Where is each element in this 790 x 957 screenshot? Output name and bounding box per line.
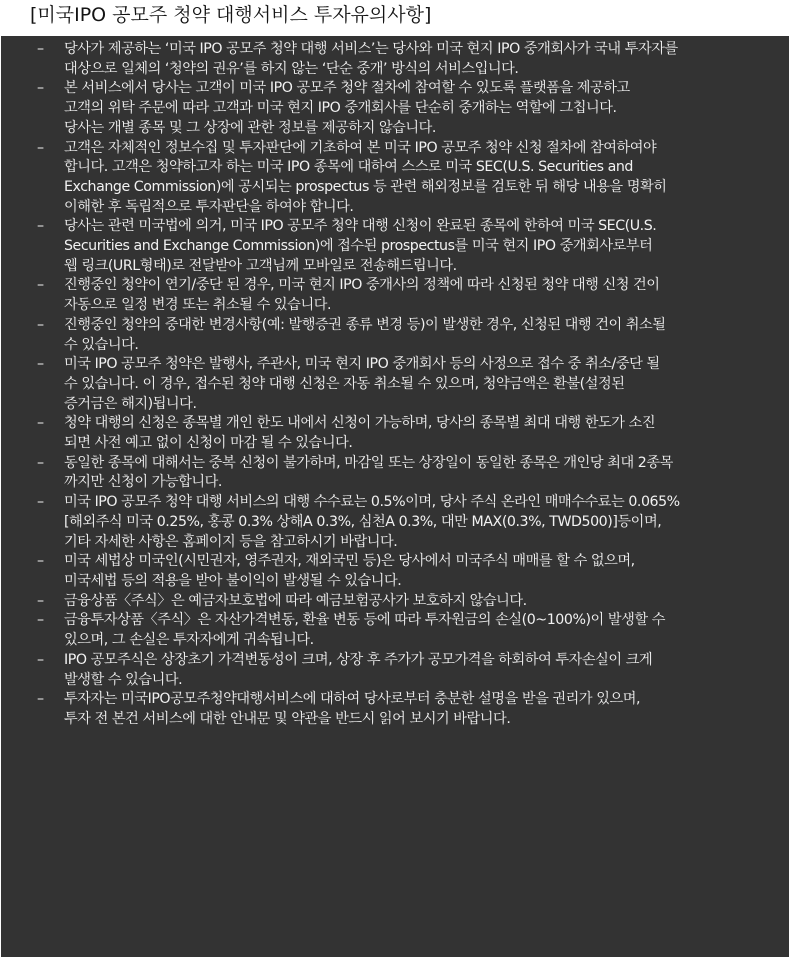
notice-line: 합니다. 고객은 청약하고자 하는 미국 IPO 종목에 대하여 스스로 미국 SEC(U.S. Securities and [64, 159, 633, 176]
notice-line: 금융투자상품〈주식〉은 자산가격변동, 환율 변동 등에 따라 투자원금의 손실(0~100%)이 발생할 수 [64, 612, 665, 629]
notice-item [37, 454, 767, 493]
dash-bullet: – [37, 139, 44, 156]
dash-bullet: – [37, 316, 44, 333]
dash-bullet: – [37, 356, 44, 373]
notice-text [64, 414, 767, 453]
notice-line: 투자자는 미국IPO공모주청약대행서비스에 대하여 당사로부터 충분한 설명을 받을 권리가 있으며, [64, 691, 641, 708]
notice-line: 이해한 후 독립적으로 투자판단을 하여야 합니다. [64, 198, 354, 215]
notice-text [64, 40, 767, 79]
notice-item [37, 552, 767, 591]
dash-bullet: – [37, 80, 44, 97]
dash-bullet: – [37, 651, 44, 668]
notice-line: 발생할 수 있습니다. [64, 671, 183, 688]
notice-text [64, 276, 767, 315]
notice-text [64, 79, 767, 138]
notice-line: 당사는 관련 미국법에 의거, 미국 IPO 공모주 청약 대행 신청이 완료된 종목에 한하여 미국 SEC(U.S. [64, 218, 657, 235]
dash-bullet: – [37, 691, 44, 708]
notice-text [64, 139, 767, 218]
dash-bullet: – [37, 612, 44, 629]
notice-line: 당사는 개별 종목 및 그 상장에 관한 정보를 제공하지 않습니다. [64, 119, 436, 136]
notice-line: 까지만 신청이 가능합니다. [64, 474, 222, 491]
notice-header [0, 0, 790, 36]
notice-line: 진행중인 청약의 중대한 변경사항(예: 발행증권 종류 변경 등)이 발생한 경우, 신청된 대행 건이 취소될 [64, 316, 666, 333]
notice-line: 자동으로 일정 변경 또는 취소될 수 있습니다. [64, 297, 332, 314]
notice-line: 본 서비스에서 당사는 고객이 미국 IPO 공모주 청약 절차에 참여할 수 있도록 플랫폼을 제공하고 [64, 80, 630, 97]
notice-line: 고객의 위탁 주문에 따라 고객과 미국 현지 IPO 중개회사를 단순히 중개하는 역할에 그칩니다. [64, 100, 617, 117]
dash-bullet: – [37, 454, 44, 471]
notice-text [64, 611, 767, 650]
notice-line: 미국 IPO 공모주 청약 대행 서비스의 대행 수수료는 0.5%이며, 당사 주식 온라인 매매수수료는 0.065% [64, 494, 680, 511]
notice-text [64, 454, 767, 493]
notice-line: 투자 전 본건 서비스에 대한 안내문 및 약관을 반드시 읽어 보시기 바랍니다. [64, 710, 511, 727]
notice-item [37, 414, 767, 453]
notice-line: 진행중인 청약이 연기/중단 된 경우, 미국 현지 IPO 중개사의 정책에 따라 신청된 청약 대행 신청 건이 [64, 277, 660, 294]
notice-item [37, 217, 767, 276]
notice-item [37, 493, 767, 552]
notice-line: 고객은 자체적인 정보수집 및 투자판단에 기초하여 본 미국 IPO 공모주 청약 신청 절차에 참여하여야 [64, 139, 657, 156]
notice-line: IPO 공모주식은 상장초기 가격변동성이 크며, 상장 후 주가가 공모가격을 하회하여 투자손실이 크게 [64, 651, 653, 668]
notice-text [64, 217, 767, 276]
notice-line: 청약 대행의 신청은 종목별 개인 한도 내에서 신청이 가능하며, 당사의 종목별 최대 대행 한도가 소진 [64, 415, 656, 432]
notice-item [37, 592, 767, 612]
notice-list [37, 40, 767, 730]
notice-item [37, 651, 767, 690]
notice-line: 있으며, 그 손실은 투자자에게 귀속됩니다. [64, 632, 314, 649]
notice-line: [해외주식 미국 0.25%, 홍콩 0.3% 상해A 0.3%, 심천A 0.3%, 대만 MAX(0.3%, TWD500)]등이며, [64, 513, 662, 530]
notice-item [37, 355, 767, 414]
notice-line: 수 있습니다. [64, 336, 139, 353]
dash-bullet: – [37, 277, 44, 294]
dash-bullet: – [37, 553, 44, 570]
notice-text [64, 493, 767, 552]
notice-item [37, 40, 767, 79]
notice-item [37, 690, 767, 729]
dash-bullet: – [37, 218, 44, 235]
notice-line: 되면 사전 예고 없이 신청이 마감 될 수 있습니다. [64, 435, 353, 452]
notice-text [64, 316, 767, 355]
notice-line: Securities and Exchange Commission)에 접수된 prospectus를 미국 현지 IPO 중개회사로부터 [64, 238, 653, 255]
notice-text [64, 592, 767, 612]
notice-text [64, 552, 767, 591]
notice-line: 미국 세법상 미국인(시민권자, 영주권자, 재외국민 등)은 당사에서 미국주식 매매를 할 수 없으며, [64, 553, 635, 570]
dash-bullet: – [37, 592, 44, 609]
notice-line: 미국세법 등의 적용을 받아 불이익이 발생될 수 있습니다. [64, 572, 402, 589]
notice-text [64, 690, 767, 729]
notice-line: 수 있습니다. 이 경우, 접수된 청약 대행 신청은 자동 취소될 수 있으며, 청약금액은 환불(설정된 [64, 375, 625, 392]
notice-item [37, 316, 767, 355]
notice-line: Exchange Commission)에 공시되는 prospectus 등 관련 해외정보를 검토한 뒤 해당 내용을 명확히 [64, 178, 667, 195]
notice-line: 대상으로 일체의 ‘청약의 권유’를 하지 않는 ‘단순 중개’ 방식의 서비스입니다. [64, 60, 519, 77]
notice-line: 증거금은 해지)됩니다. [64, 395, 197, 412]
notice-line: 기타 자세한 사항은 홈페이지 등을 참고하시기 바랍니다. [64, 533, 398, 550]
notice-line: 미국 IPO 공모주 청약은 발행사, 주관사, 미국 현지 IPO 중개회사 등의 사정으로 접수 중 취소/중단 될 [64, 356, 660, 373]
notice-text [64, 651, 767, 690]
notice-line: 웹 링크(URL형태)로 전달받아 고객님께 모바일로 전송해드립니다. [64, 257, 457, 274]
notice-item [37, 79, 767, 138]
notice-item [37, 139, 767, 218]
dash-bullet: – [37, 41, 44, 57]
notice-line: 금융상품〈주식〉은 예금자보호법에 따라 예금보험공사가 보호하지 않습니다. [64, 592, 527, 609]
notice-line: 당사가 제공하는 ‘미국 IPO 공모주 청약 대행 서비스’는 당사와 미국 현지 IPO 중개회사가 국내 투자자를 [64, 41, 678, 57]
dash-bullet: – [37, 415, 44, 432]
dash-bullet: – [37, 494, 44, 511]
notice-item [37, 611, 767, 650]
notice-item [37, 276, 767, 315]
notice-panel [1, 36, 789, 957]
notice-line: 동일한 종목에 대해서는 중복 신청이 불가하며, 마감일 또는 상장일이 동일한 종목은 개인당 최대 2종목 [64, 454, 673, 471]
page-title: [미국IPO 공모주 청약 대행서비스 투자유의사항] [30, 4, 432, 26]
notice-text [64, 355, 767, 414]
